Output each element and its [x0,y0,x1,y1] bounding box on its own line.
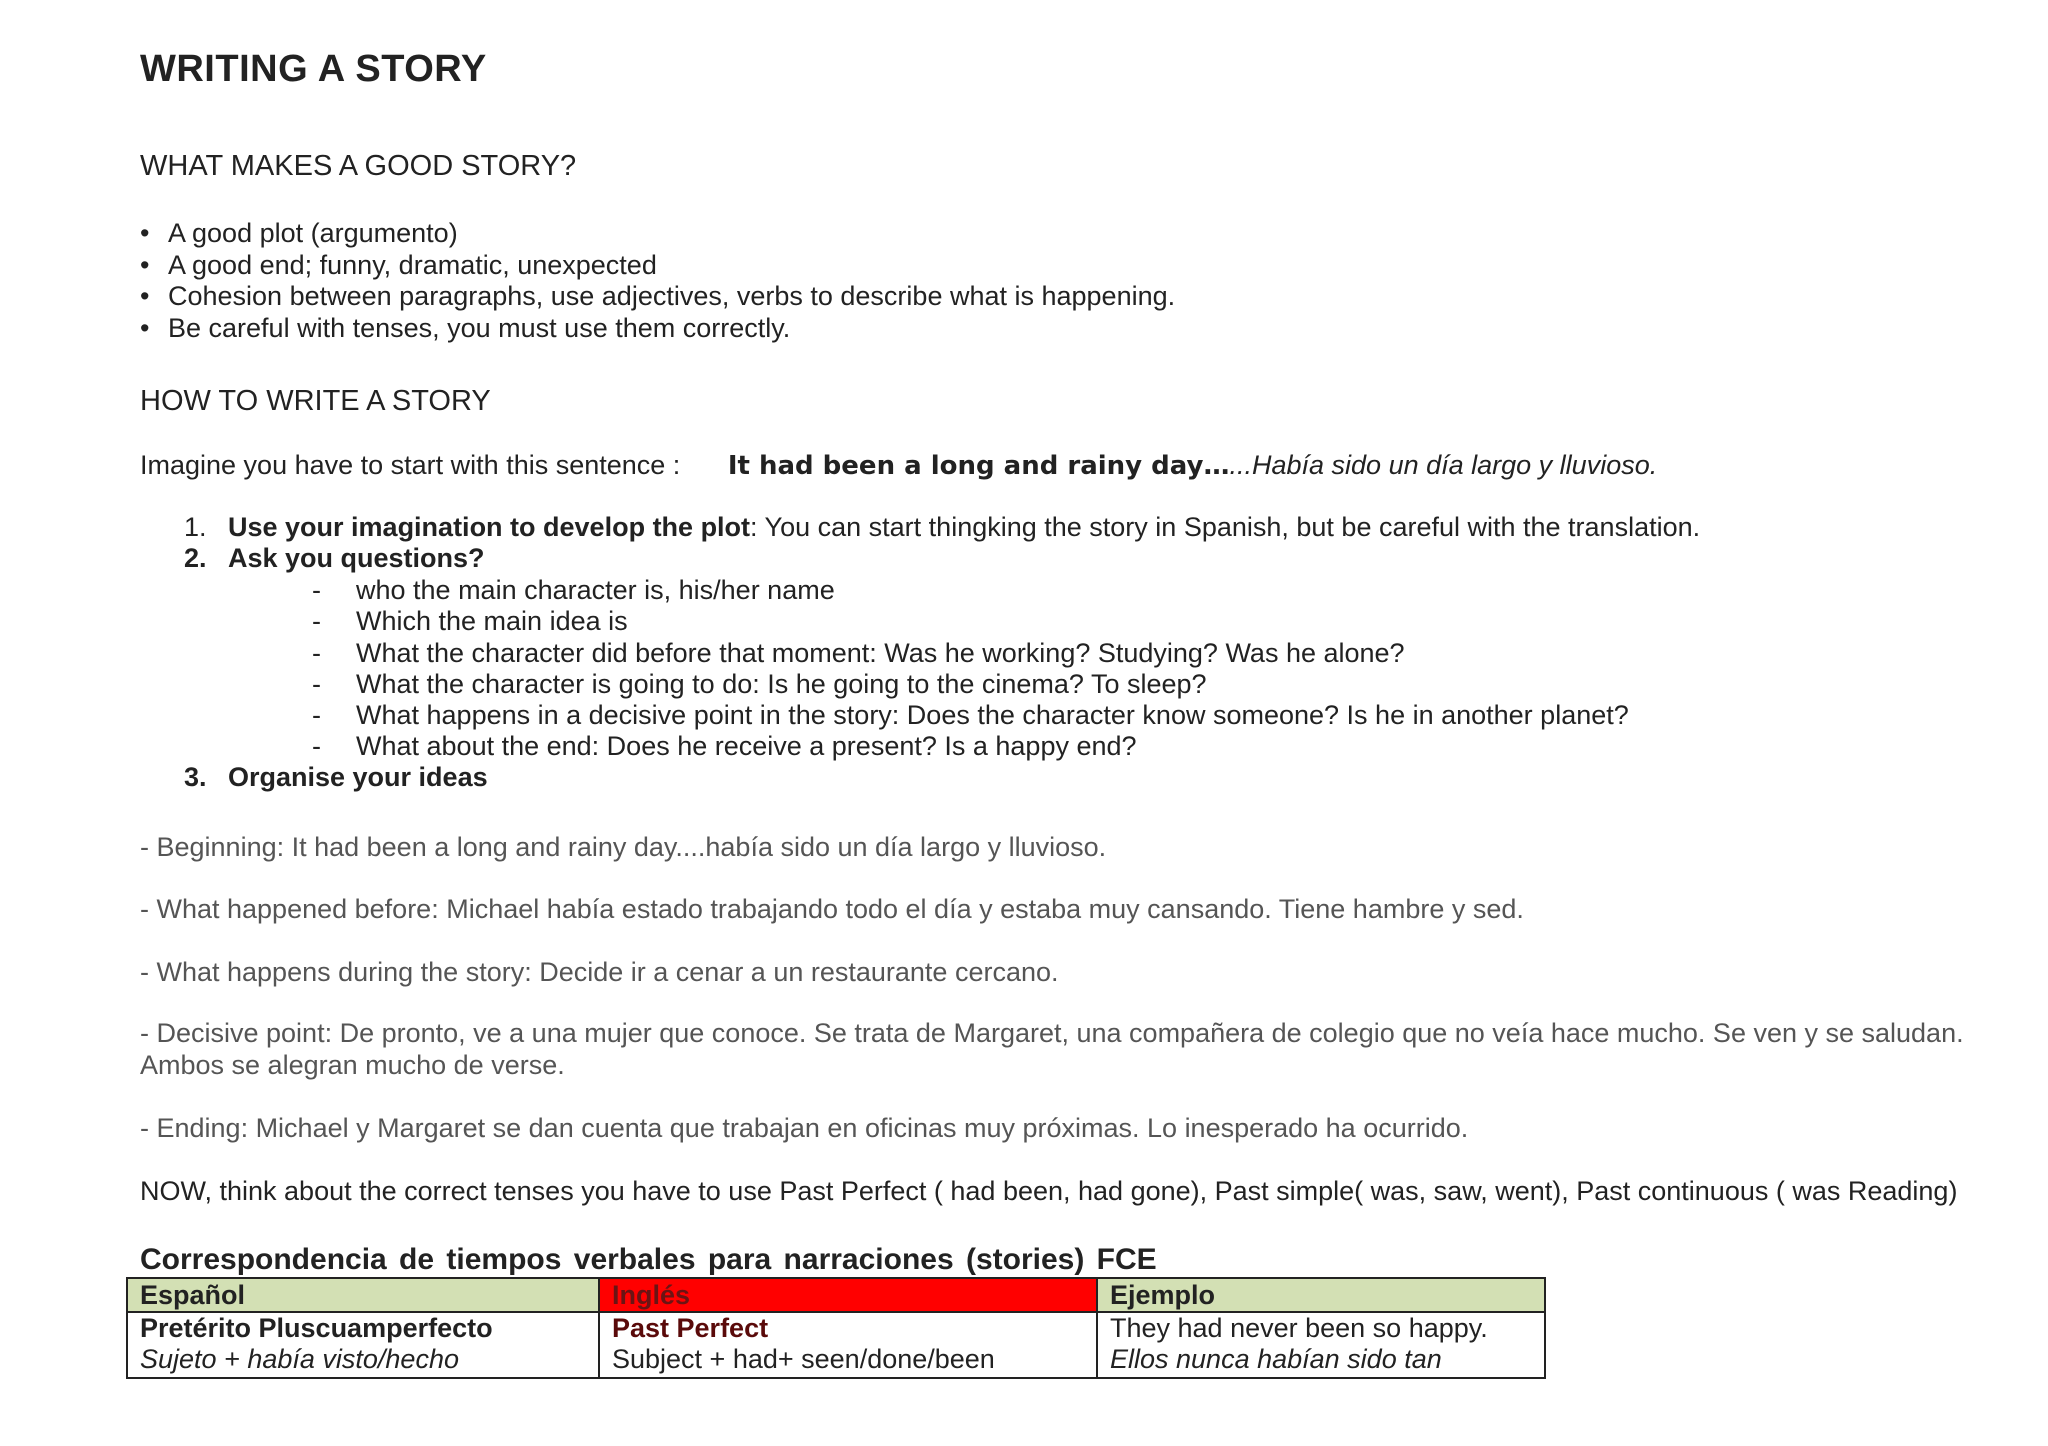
outline-ending: - Ending: Michael y Margaret se dan cuenta que trabajan en oficinas muy próximas. Lo inesperado ha ocurrido. [140,1113,1469,1143]
column-header-espanol: Español [127,1278,599,1312]
list-item: - What the character did before that moment: Was he working? Studying? Was he alone? [312,638,1629,669]
intro-sentence: It had been a long and rainy day… [727,451,1230,481]
list-item: - What about the end: Does he receive a present? Is a happy end? [312,731,1629,762]
step-title: Ask you questions? [228,543,485,573]
intro-label: Imagine you have to start with this sentence : [140,450,681,480]
table-header-row [127,1278,1545,1312]
section-heading-how-to-write: HOW TO WRITE A STORY [140,385,491,417]
list-item: - What happens in a decisive point in the story: Does the character know someone? Is he in another planet? [312,700,1629,731]
step-2 [184,543,485,575]
step-title: Organise your ideas [228,762,488,792]
outline-decisive-point: - Decisive point: De pronto, ve a una mujer que conoce. Se trata de Margaret, una compañera de colegio que no veía hace mucho. Se ven y se saludan. Ambos se alegran mucho de verse. [140,1018,1964,1080]
good-story-bullet-list [140,218,1175,344]
section-heading-good-story: WHAT MAKES A GOOD STORY? [140,150,577,182]
outline-during: - What happens during the story: Decide ir a cenar a un restaurante cercano. [140,957,1059,987]
step-3 [184,762,488,794]
intro-translation: ...Había sido un día largo y lluvioso. [1229,450,1658,480]
tenses-instruction: NOW, think about the correct tenses you have to use Past Perfect ( had been, had gone), Past simple( was, saw, went), Past continuous ( was Reading) [140,1176,1958,1206]
step-number: 1. [184,512,207,542]
list-item: - who the main character is, his/her name [312,575,1629,606]
step-1 [184,512,1700,544]
table-title: Correspondencia de tiempos verbales para narraciones (stories) FCE [140,1243,1157,1276]
list-item: - What the character is going to do: Is he going to the cinema? To sleep? [312,669,1629,700]
list-item: • Cohesion between paragraphs, use adjectives, verbs to describe what is happening. [140,281,1175,313]
tense-form-es: Sujeto + había visto/hecho [140,1344,459,1374]
list-item: • Be careful with tenses, you must use them correctly. [140,313,1175,345]
step-title: Use your imagination to develop the plot [228,512,751,542]
table-cell-ingles [599,1312,1097,1378]
tense-form-en: Subject + had+ seen/done/been [612,1344,995,1374]
table-cell-espanol [127,1312,599,1378]
example-en: They had never been so happy. [1110,1313,1488,1343]
step-number: 2. [184,543,207,573]
example-es: Ellos nunca habían sido tan [1110,1344,1442,1374]
tense-name-en: Past Perfect [612,1313,769,1343]
outline-before: - What happened before: Michael había estado trabajando todo el día y estaba muy cansando. Tiene hambre y sed. [140,894,1524,924]
tense-name-es: Pretérito Pluscuamperfecto [140,1313,493,1343]
question-list [312,575,1629,763]
table-row [127,1312,1545,1378]
list-item: • A good end; funny, dramatic, unexpected [140,250,1175,282]
tense-correspondence-table [126,1277,1546,1379]
column-header-ingles: Inglés [599,1278,1097,1312]
page-title: WRITING A STORY [140,48,487,90]
list-item: • A good plot (argumento) [140,218,1175,250]
step-number: 3. [184,762,207,792]
outline-beginning: - Beginning: It had been a long and rainy day....había sido un día largo y lluvioso. [140,832,1107,862]
table-cell-ejemplo [1097,1312,1545,1378]
step-text: : You can start thingking the story in Spanish, but be careful with the translation. [750,512,1701,542]
list-item: - Which the main idea is [312,606,1629,637]
column-header-ejemplo: Ejemplo [1097,1278,1545,1312]
intro-line [140,450,1657,481]
